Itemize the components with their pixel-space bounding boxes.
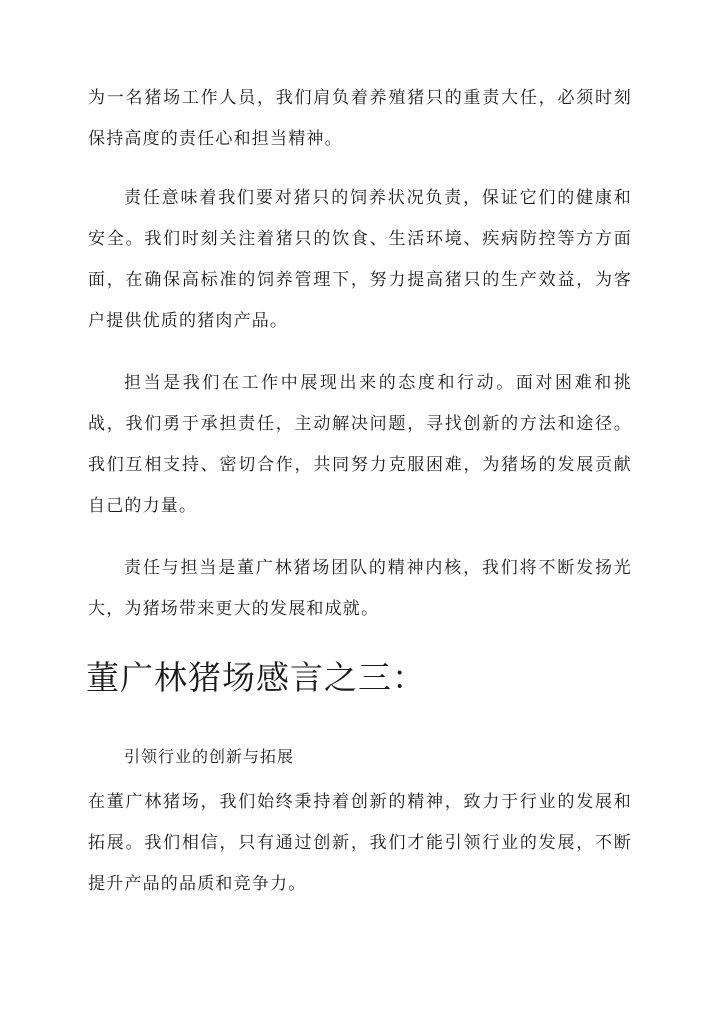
section-heading: 董广林猪场感言之三： <box>86 658 426 697</box>
body-paragraph-3: 担当是我们在工作中展现出来的态度和行动。面对困难和挑战，我们勇于承担责任，主动解决问题，寻找创新的方法和途径。我们互相支持、密切合作，共同努力克服困难，为猪场的发展贡献自己的力量。 <box>88 373 632 516</box>
body-paragraph-2: 责任意味着我们要对猪只的饲养状况负责，保证它们的健康和安全。我们时刻关注着猪只的饮食、生活环境、疾病防控等方方面面，在确保高标准的饲养管理下，努力提高猪只的生产效益，为客户提供优质的猪肉产品。 <box>88 188 632 331</box>
section-subheading: 引领行业的创新与拓展 <box>124 747 295 766</box>
body-paragraph-4: 责任与担当是董广林猪场团队的精神内核，我们将不断发扬光大，为猪场带来更大的发展和成就。 <box>88 558 632 619</box>
section-paragraph: 在董广林猪场，我们始终秉持着创新的精神，致力于行业的发展和拓展。我们相信，只有通过创新，我们才能引领行业的发展，不断提升产品的品质和竞争力。 <box>88 792 632 894</box>
body-paragraph-1: 为一名猪场工作人员，我们肩负着养殖猪只的重责大任，必须时刻保持高度的责任心和担当精神。 <box>88 88 632 149</box>
